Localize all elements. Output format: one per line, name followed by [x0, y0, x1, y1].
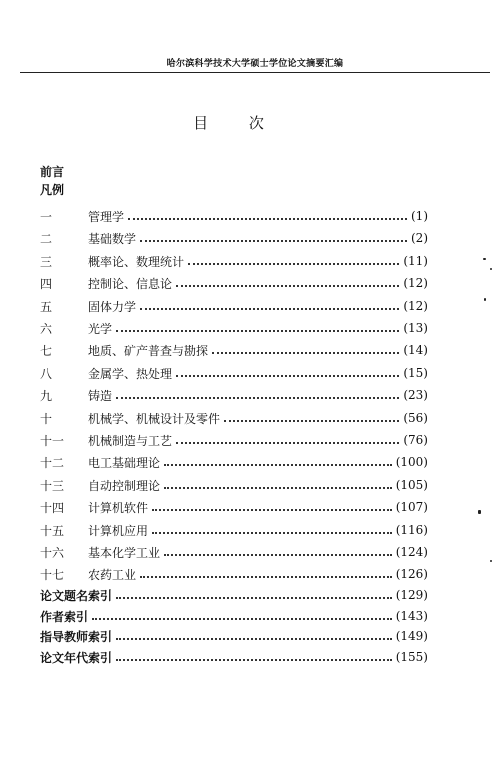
toc-chapter-row	[40, 207, 428, 225]
toc-page-number: (155)	[395, 650, 428, 664]
toc-leader-dots	[92, 618, 392, 620]
toc-chapter-number: 十四	[40, 500, 65, 515]
toc-leader-dots	[116, 659, 392, 661]
toc-chapter-number: 六	[40, 321, 53, 336]
toc-page-number: (143)	[395, 609, 428, 623]
toc-chapter-number: 十二	[40, 455, 65, 470]
toc-chapter-number: 十一	[40, 433, 65, 448]
toc-chapter-row	[40, 476, 428, 494]
toc-chapter-row	[40, 252, 428, 270]
toc-index-title: 论文题名索引	[40, 588, 113, 603]
toc-page-number: (13)	[403, 321, 428, 335]
toc-chapter-row	[40, 386, 428, 404]
toc-chapter-number: 十六	[40, 545, 65, 560]
scan-speck	[490, 268, 492, 270]
toc-leader-dots	[164, 464, 392, 466]
toc-leader-dots	[152, 532, 392, 534]
toc-leader-dots	[116, 638, 392, 640]
scan-speck	[478, 510, 481, 514]
toc-leader-dots	[116, 330, 399, 332]
toc-page-number: (23)	[403, 388, 428, 402]
toc-index-title: 论文年代索引	[40, 650, 113, 665]
toc-leader-dots	[224, 420, 399, 422]
toc-index-row	[40, 586, 428, 604]
toc-chapter-row	[40, 521, 428, 539]
toc-page-number: (12)	[403, 299, 428, 313]
toc-chapter-number: 四	[40, 276, 53, 291]
toc-chapter-title: 电工基础理论	[88, 455, 161, 470]
toc-index-row	[40, 627, 428, 645]
toc-leader-dots	[140, 308, 399, 310]
toc-leader-dots	[176, 375, 399, 377]
toc-chapter-row	[40, 319, 428, 337]
toc-index-title: 指导教师索引	[40, 629, 113, 644]
toc-chapter-title: 光学	[88, 321, 113, 336]
toc-chapter-row	[40, 274, 428, 292]
toc-leader-dots	[116, 597, 392, 599]
toc-chapter-title: 基本化学工业	[88, 545, 161, 560]
toc-chapter-number: 五	[40, 299, 53, 314]
toc-page-number: (124)	[395, 545, 428, 559]
toc-chapter-number: 三	[40, 254, 53, 269]
toc-leader-dots	[152, 509, 392, 511]
toc-chapter-row	[40, 498, 428, 516]
toc-chapter-number: 十五	[40, 523, 65, 538]
toc-page-number: (12)	[403, 276, 428, 290]
scan-speck	[490, 560, 492, 562]
toc-page-number: (105)	[395, 478, 428, 492]
toc-chapter-number: 九	[40, 388, 53, 403]
toc-front-preface: 前言	[40, 165, 65, 179]
toc-chapter-row	[40, 364, 428, 382]
toc-chapter-title: 自动控制理论	[88, 478, 161, 493]
toc-page-number: (56)	[403, 411, 428, 425]
toc-leader-dots	[212, 352, 399, 354]
toc-chapter-title: 机械学、机械设计及零件	[88, 411, 221, 426]
toc-chapter-number: 八	[40, 366, 53, 381]
toc-page-number: (14)	[403, 343, 428, 357]
toc-chapter-title: 控制论、信息论	[88, 276, 173, 291]
running-header: 哈尔滨科学技术大学硕士学位论文摘要汇编	[166, 59, 344, 69]
toc-chapter-title: 管理学	[88, 209, 125, 224]
toc-page-number: (2)	[411, 231, 428, 245]
toc-chapter-number: 七	[40, 343, 53, 358]
toc-chapter-number: 十七	[40, 567, 65, 582]
toc-chapter-row	[40, 297, 428, 315]
toc-leader-dots	[116, 397, 399, 399]
header-rule	[20, 72, 490, 73]
toc-page-number: (15)	[403, 366, 428, 380]
toc-page-number: (116)	[395, 523, 428, 537]
toc-front-conventions: 凡例	[40, 183, 65, 197]
toc-index-row	[40, 607, 428, 625]
toc-chapter-title: 概率论、数理统计	[88, 254, 185, 269]
toc-chapter-title: 计算机应用	[88, 523, 149, 538]
toc-chapter-row	[40, 409, 428, 427]
toc-leader-dots	[140, 576, 392, 578]
toc-page-number: (1)	[411, 209, 428, 223]
toc-chapter-row	[40, 543, 428, 561]
toc-leader-dots	[164, 554, 392, 556]
scan-speck	[483, 258, 486, 260]
toc-page-number: (76)	[403, 433, 428, 447]
toc-leader-dots	[176, 285, 399, 287]
scan-speck	[484, 298, 486, 301]
toc-chapter-number: 十三	[40, 478, 65, 493]
toc-page-number: (11)	[403, 254, 428, 268]
toc-chapter-number: 十	[40, 411, 53, 426]
toc-page-number: (126)	[395, 567, 428, 581]
toc-leader-dots	[188, 263, 399, 265]
toc-chapter-row	[40, 229, 428, 247]
toc-chapter-title: 铸造	[88, 388, 113, 403]
toc-chapter-title: 固体力学	[88, 299, 137, 314]
toc-leader-dots	[140, 240, 407, 242]
toc-leader-dots	[128, 218, 407, 220]
toc-page-number: (149)	[395, 629, 428, 643]
toc-index-title: 作者索引	[40, 609, 89, 624]
toc-chapter-number: 二	[40, 231, 53, 246]
toc-chapter-title: 基础数学	[88, 231, 137, 246]
toc-leader-dots	[164, 487, 392, 489]
toc-chapter-row	[40, 431, 428, 449]
toc-page-number: (129)	[395, 588, 428, 602]
toc-chapter-title: 金属学、热处理	[88, 366, 173, 381]
toc-page-number: (107)	[395, 500, 428, 514]
toc-chapter-title: 地质、矿产普查与勘探	[88, 343, 209, 358]
toc-chapter-row	[40, 453, 428, 471]
toc-index-row	[40, 648, 428, 666]
toc-chapter-number: 一	[40, 209, 53, 224]
toc-chapter-title: 农药工业	[88, 567, 137, 582]
toc-chapter-title: 机械制造与工艺	[88, 433, 173, 448]
toc-chapter-title: 计算机软件	[88, 500, 149, 515]
toc-page-number: (100)	[395, 455, 428, 469]
toc-chapter-row	[40, 565, 428, 583]
page-title: 目 次	[193, 114, 282, 132]
toc-leader-dots	[176, 442, 399, 444]
toc-chapter-row	[40, 341, 428, 359]
